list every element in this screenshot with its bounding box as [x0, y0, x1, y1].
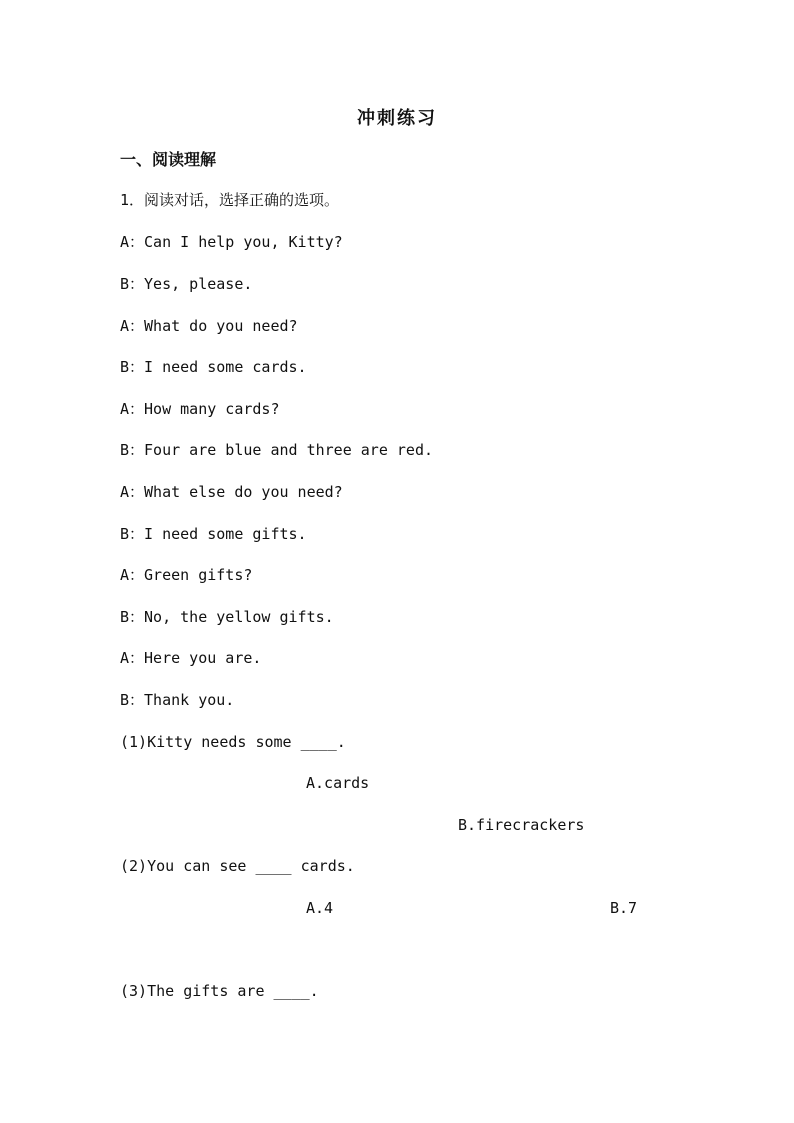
- dialogue-line: A：Here you are.: [120, 649, 262, 667]
- dialogue-line: A：What do you need?: [120, 317, 298, 335]
- dialogue-line: B：I need some gifts.: [120, 525, 307, 543]
- dialogue-line: B：No, the yellow gifts.: [120, 608, 334, 626]
- section-heading: 一、阅读理解: [120, 150, 217, 169]
- dialogue-line: A：Green gifts?: [120, 566, 253, 584]
- q1-option-b: B.firecrackers: [458, 816, 585, 834]
- question-stem-1: (1)Kitty needs some ____.: [120, 733, 346, 751]
- dialogue-line: B：I need some cards.: [120, 358, 307, 376]
- dialogue-line: B：Four are blue and three are red.: [120, 441, 434, 459]
- question-stem-2: (2)You can see ____ cards.: [120, 857, 355, 875]
- dialogue-line: B：Yes, please.: [120, 275, 253, 293]
- dialogue-line: A：What else do you need?: [120, 483, 343, 501]
- question-stem-3: (3)The gifts are ____.: [120, 982, 319, 1000]
- q2-option-b: B.7: [610, 899, 638, 917]
- q1-option-a: A.cards: [306, 774, 370, 792]
- q2-option-a: A.4: [306, 899, 334, 917]
- dialogue-line: B：Thank you.: [120, 691, 235, 709]
- dialogue-line: A：How many cards?: [120, 400, 280, 418]
- page-title: 冲刺练习: [357, 108, 437, 129]
- dialogue-line: A：Can I help you, Kitty?: [120, 233, 343, 251]
- question-instruction: 1．阅读对话，选择正确的选项。: [120, 191, 340, 209]
